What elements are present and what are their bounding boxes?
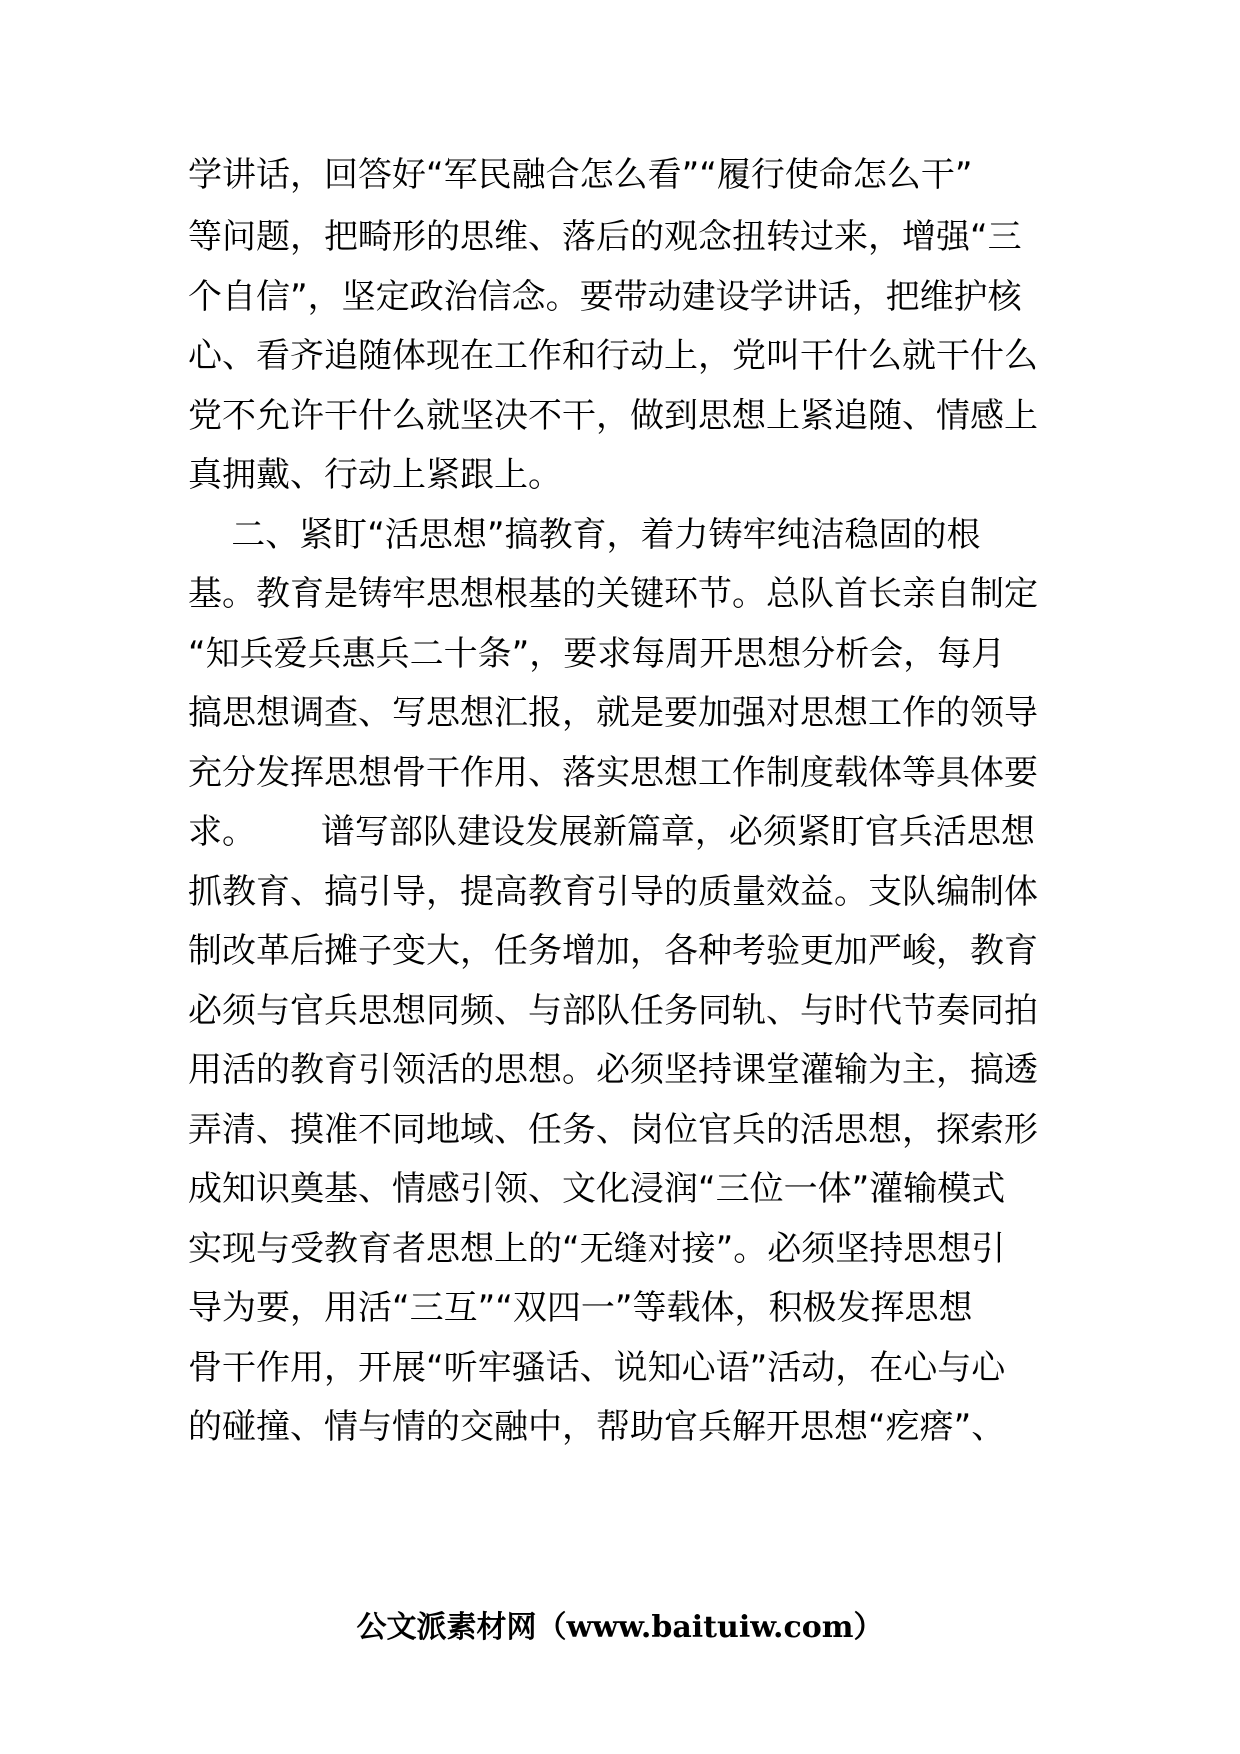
body-text-line: 搞思想调查、写思想汇报，就是要加强对思想工作的领导 (188, 693, 1038, 733)
body-text-line: “知兵爱兵惠兵二十条”，要求每周开思想分析会，每月 (188, 634, 1006, 674)
body-text-line: 等问题，把畸形的思维、落后的观念扭转过来，增强“三 (188, 217, 1022, 257)
body-text-line: 个自信”，坚定政治信念。要带动建设学讲话，把维护核 (188, 277, 1022, 317)
section-heading-line: 二、紧盯“活思想”搞教育，着力铸牢纯洁稳固的根 (188, 515, 981, 555)
body-text-line: 弄清、摸准不同地域、任务、岗位官兵的活思想，探索形 (188, 1110, 1038, 1150)
body-text-line: 学讲话，回答好“军民融合怎么看”“履行使命怎么干” (188, 155, 973, 195)
body-text-line: 导为要，用活“三互”“双四一”等载体，积极发挥思想 (188, 1288, 973, 1328)
body-text-line: 心、看齐追随体现在工作和行动上，党叫干什么就干什么 (188, 336, 1038, 376)
body-text-line: 用活的教育引领活的思想。必须坚持课堂灌输为主，搞透 (188, 1050, 1038, 1090)
body-text-line: 充分发挥思想骨干作用、落实思想工作制度载体等具体要 (188, 753, 1038, 793)
page-footer-source: 公文派素材网（www.baituiw.com） (356, 1610, 884, 1645)
body-text-line: 成知识奠基、情感引领、文化浸润“三位一体”灌输模式 (188, 1169, 1006, 1209)
body-text-line: 实现与受教育者思想上的“无缝对接”。必须坚持思想引 (188, 1229, 1006, 1269)
body-text-line: 抓教育、搞引导，提高教育引导的质量效益。支队编制体 (188, 872, 1038, 912)
body-text-line: 骨干作用，开展“听牢骚话、说知心语”活动，在心与心 (188, 1348, 1006, 1388)
body-text-line: 党不允许干什么就坚决不干，做到思想上紧追随、情感上 (188, 396, 1038, 436)
body-text-line: 基。教育是铸牢思想根基的关键环节。总队首长亲自制定 (188, 574, 1038, 614)
body-text-line: 必须与官兵思想同频、与部队任务同轨、与时代节奏同拍 (188, 991, 1038, 1031)
body-text-line: 求。 谱写部队建设发展新篇章，必须紧盯官兵活思想 (188, 812, 1035, 852)
body-text-line: 制改革后摊子变大，任务增加，各种考验更加严峻，教育 (188, 931, 1038, 971)
body-text-line: 真拥戴、行动上紧跟上。 (188, 455, 562, 495)
body-text-line: 的碰撞、情与情的交融中，帮助官兵解开思想“疙瘩”、 (188, 1407, 1006, 1447)
